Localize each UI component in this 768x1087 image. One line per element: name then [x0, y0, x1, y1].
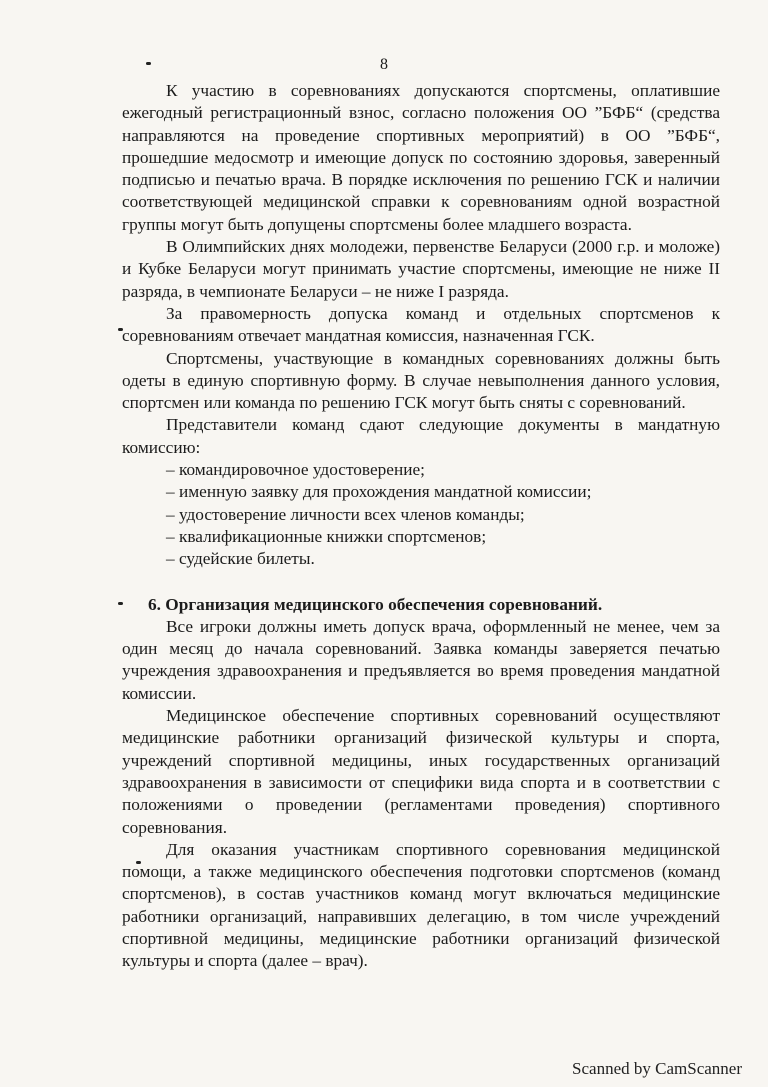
list-item: – судейские билеты.	[166, 549, 315, 569]
page-number: 8	[380, 56, 388, 73]
list-item: – удостоверение личности всех членов команды;	[166, 504, 525, 524]
paragraph-medical-clearance: Все игроки должны иметь допуск врача, оформленный не менее, чем за один месяц до начала соревнований. Заявка команды заверяется печатью учреждения здравоохранения и предъявляется во время проведения мандатной комиссии.	[122, 616, 720, 703]
paragraph-admission: К участию в соревнованиях допускаются спортсмены, оплатившие ежегодный регистрационный взнос, согласно положения ОО ”БФБ“ (средства направляются на проведение спортивных мероприятий) в ОО ”БФБ“, прошедшие медосмотр и имеющие допуск по состоянию здоровья, заверенный подписью и печатью врача. В порядке исключения по решению ГСК и наличии соответствующей медицинской справки к соревнованиям одной возрастной группы могут быть допущены спортсмены более младшего возраста.	[122, 81, 720, 234]
paragraph-documents-intro: Представители команд сдают следующие документы в мандатную комиссию:	[122, 415, 720, 457]
document-body	[122, 80, 720, 973]
paragraph-eligibility: В Олимпийских днях молодежи, первенстве Беларуси (2000 г.р. и моложе) и Кубке Беларуси могут принимать участие спортсмены, имеющие не ниже II разряда, в чемпионате Беларуси – не ниже I разряда.	[122, 237, 720, 301]
list-item: – именную заявку для прохождения мандатной комиссии;	[166, 482, 592, 502]
documents-list	[122, 459, 720, 570]
paragraph-medical-support: Медицинское обеспечение спортивных соревнований осуществляют медицинские работники организаций физической культуры и спорта, учреждений спортивной медицины, иных государственных организаций здравоохранения в зависимости от специфики вида спорта и в соответствии с положениями о проведении (регламентами проведения) спортивного соревнования.	[122, 706, 720, 837]
scanner-watermark: Scanned by CamScanner	[572, 1059, 742, 1078]
list-item: – квалификационные книжки спортсменов;	[166, 526, 487, 546]
paragraph-uniform: Спортсмены, участвующие в командных соревнованиях должны быть одеты в единую спортивную форму. В случае невыполнения данного условия, спортсмен или команда по решению ГСК могут быть сняты с соревнований.	[122, 348, 720, 413]
paragraph-mandate-commission: За правомерность допуска команд и отдельных спортсменов к соревнованиям отвечает мандатная комиссия, назначенная ГСК.	[122, 303, 720, 346]
paragraph-team-doctors: Для оказания участникам спортивного соревнования медицинской помощи, а также медицинского обеспечения подготовки спортсменов (команд спортсменов), в состав участников команд могут включаться медицинские работники организаций, направивших делегацию, в том числе учреждений спортивной медицины, медицинские работники организаций физической культуры и спорта (далее – врач).	[122, 839, 720, 971]
list-item: – командировочное удостоверение;	[166, 460, 425, 480]
section-heading: 6. Организация медицинского обеспечения соревнований.	[148, 594, 603, 614]
